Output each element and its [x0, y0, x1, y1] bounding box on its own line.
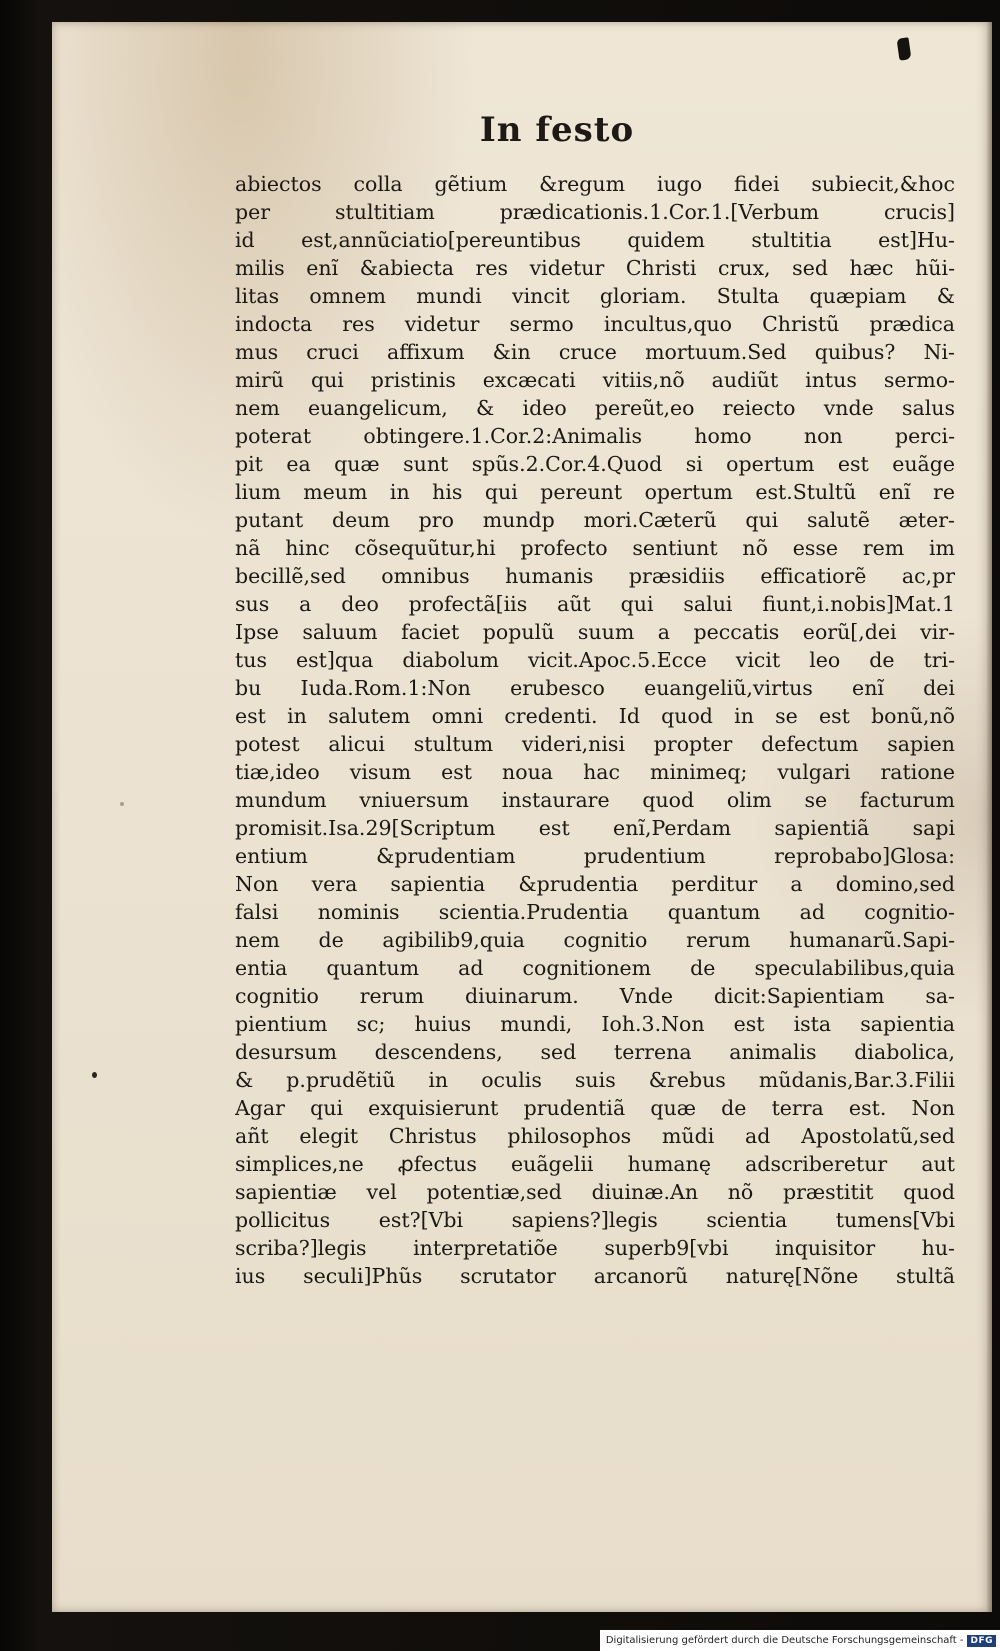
text-line: est in salutem omni credenti. Id quod in se est bonũ,nõ	[235, 704, 955, 728]
ink-speck	[92, 1072, 97, 1078]
text-line: becillẽ,sed omnibus humanis præsidiis efficatiorẽ ac,pr	[235, 564, 955, 588]
text-line: indocta res videtur sermo incultus,quo Christũ prædica	[235, 312, 955, 336]
text-line: scriba?]legis interpretatiõe superb9[vbi inquisitor hu-	[235, 1236, 955, 1260]
text-line: desursum descendens, sed terrena animalis diabolica,	[235, 1040, 955, 1064]
text-line: nem de agibilib9,quia cognitio rerum humanarũ.Sapi-	[235, 928, 955, 952]
text-line: mundum vniuersum instaurare quod olim se facturum	[235, 788, 955, 812]
text-line: putant deum pro mundp mori.Cæterũ qui salutẽ æter-	[235, 508, 955, 532]
text-line: nã hinc cõsequũtur,hi profecto sentiunt nõ esse rem im	[235, 536, 955, 560]
body-text	[235, 170, 955, 1290]
text-line: simplices,ne ꝓfectus euãgelii humanę adscriberetur aut	[235, 1152, 955, 1176]
text-line: per stultitiam prædicationis.1.Cor.1.[Verbum crucis]	[235, 200, 955, 224]
text-line: pit ea quæ sunt spũs.2.Cor.4.Quod si opertum est euãge	[235, 452, 955, 476]
text-line: bu Iuda.Rom.1:Non erubesco euangeliũ,virtus enĩ dei	[235, 676, 955, 700]
text-line: añt elegit Christus philosophos mũdi ad Apostolatũ,sed	[235, 1124, 955, 1148]
text-line: litas omnem mundi vincit gloriam. Stulta quæpiam &	[235, 284, 955, 308]
paper-stain	[120, 802, 124, 806]
text-line: tus est]qua diabolum vicit.Apoc.5.Ecce vicit leo de tri-	[235, 648, 955, 672]
text-line: falsi nominis scientia.Prudentia quantum ad cognitio-	[235, 900, 955, 924]
text-line: promisit.Isa.29[Scriptum est enĩ,Perdam sapientiã sapi	[235, 816, 955, 840]
text-line: potest alicui stultum videri,nisi propter defectum sapien	[235, 732, 955, 756]
text-line: tiæ,ideo visum est noua hac minimeq; vulgari ratione	[235, 760, 955, 784]
text-line: entia quantum ad cognitionem de speculabilibus,quia	[235, 956, 955, 980]
dfg-logo: DFG	[967, 1635, 996, 1647]
text-line: id est,annũciatio[pereuntibus quidem stultitia est]Hu-	[235, 228, 955, 252]
text-line: lium meum in his qui pereunt opertum est.Stultũ enĩ re	[235, 480, 955, 504]
text-line: poterat obtingere.1.Cor.2:Animalis homo non perci-	[235, 424, 955, 448]
text-line: entium &prudentiam prudentium reprobabo]Glosa:	[235, 844, 955, 868]
text-line: sus a deo profectã[iis aũt qui salui fiunt,i.nobis]Mat.1	[235, 592, 955, 616]
text-line: cognitio rerum diuinarum. Vnde dicit:Sapientiam sa-	[235, 984, 955, 1008]
text-line: milis enĩ &abiecta res videtur Christi crux, sed hæc hũi-	[235, 256, 955, 280]
text-line: mus cruci affixum &in cruce mortuum.Sed quibus? Ni-	[235, 340, 955, 364]
text-line: pollicitus est?[Vbi sapiens?]legis scientia tumens[Vbi	[235, 1208, 955, 1232]
text-line: Non vera sapientia &prudentia perditur a domino,sed	[235, 872, 955, 896]
text-line: mirũ qui pristinis excæcati vitiis,nõ audiũt intus sermo-	[235, 368, 955, 392]
text-line: & p.prudẽtiũ in oculis suis &rebus mũdanis,Bar.3.Filii	[235, 1068, 955, 1092]
text-line: abiectos colla gẽtium &regum iugo fidei subiecit,&hoc	[235, 172, 955, 196]
text-line: Agar qui exquisierunt prudentiã quæ de terra est. Non	[235, 1096, 955, 1120]
book-page	[52, 22, 992, 1612]
text-line: pientium sc; huius mundi, Ioh.3.Non est ista sapientia	[235, 1012, 955, 1036]
ink-mark	[897, 37, 912, 60]
text-line: nem euangelicum, & ideo pereũt,eo reiecto vnde salus	[235, 396, 955, 420]
credit-text: Digitalisierung gefördert durch die Deutsche Forschungsgemeinschaft -	[605, 1635, 964, 1646]
text-line: Ipse saluum faciet populũ suum a peccatis eorũ[,dei vir-	[235, 620, 955, 644]
page-edge	[986, 22, 992, 1612]
text-line: ius seculi]Phũs scrutator arcanorũ naturę[Nõne stultã	[235, 1264, 955, 1288]
digitization-credit	[600, 1630, 1000, 1651]
text-line: sapientiæ vel potentiæ,sed diuinæ.An nõ præstitit quod	[235, 1180, 955, 1204]
running-heading: In festo	[479, 110, 635, 150]
